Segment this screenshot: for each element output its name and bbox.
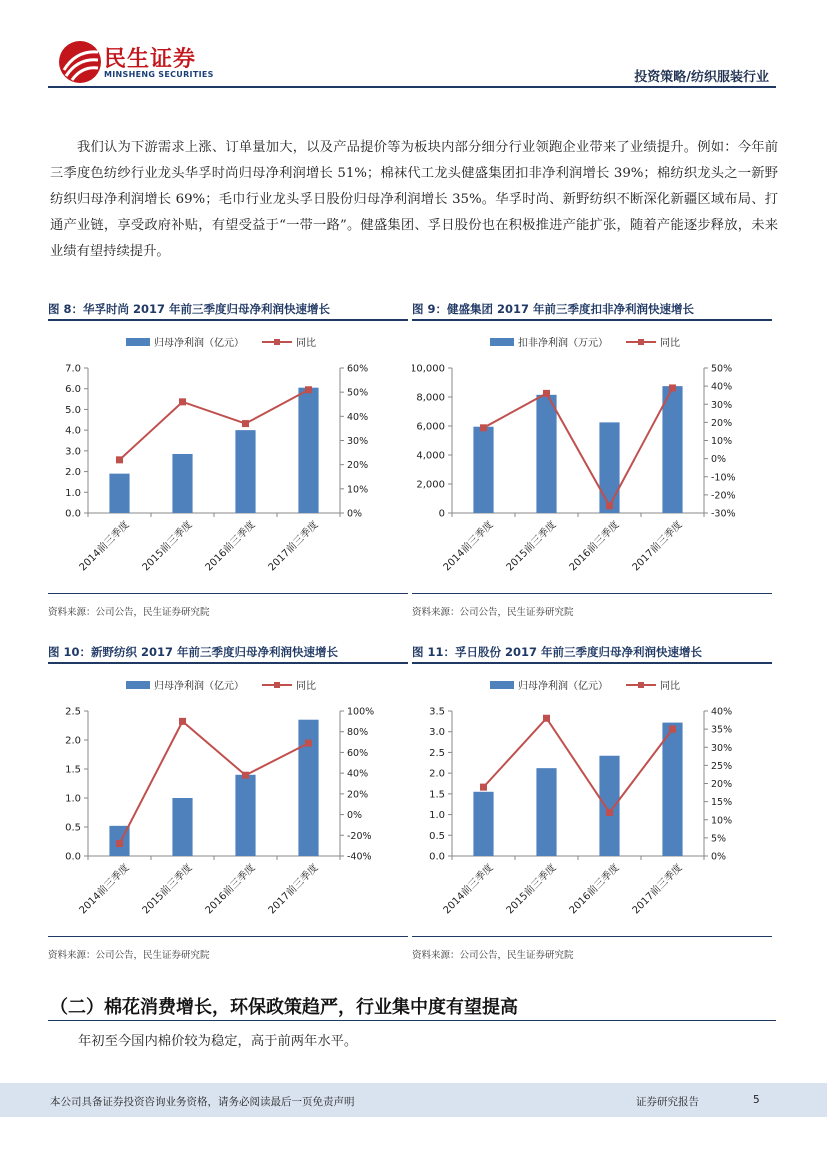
company-logo [58,40,218,86]
right-tick-label: 15% [711,797,733,809]
left-tick-label: 6.0 [65,384,81,396]
growth-point [116,840,123,847]
bar [172,454,192,513]
figure-source-rule [48,936,408,937]
chart-10 [48,664,408,932]
left-tick-label: 2.0 [429,768,445,780]
paragraph-text: 我们认为下游需求上涨、订单量加大，以及产品提价等为板块内部分细分行业领跑企业带来了业绩提升。例如：今年前三季度色纺纱行业龙头华孚时尚归母净利润增长 51%；棉袜代工龙头健盛集团扣非净利润增长 39%；棉纺织龙头之一新野纺织归母净利润增长 69%；毛巾行业龙头孚日股份归母净利润增长 35%。华孚时尚、新野纺织不断深化新疆区域布局、打通产业链，享受政府补贴，有望受益于“一带一路”。健盛集团、孚日股份也在积极推进产能扩张，随着产能逐步释放，未来业绩有望持续提升。 [50,140,778,259]
figure-source-rule [48,593,408,594]
right-tick-label: 30% [711,742,733,754]
bar [662,386,682,513]
growth-point [543,390,550,397]
growth-line [484,388,673,506]
right-tick-label: 40% [347,768,369,780]
legend-line-label: 同比 [660,681,680,692]
right-tick-label: -30% [711,508,736,520]
right-tick-label: 30% [711,399,733,411]
figure-title: 图 9：健盛集团 2017 年前三季度扣非净利润快速增长 [412,302,695,316]
bar [599,756,619,856]
right-tick-label: -20% [711,490,736,502]
category-label: 2015前三季度 [140,519,195,574]
left-tick-label: 2,000 [416,479,445,491]
bar [599,422,619,513]
section-heading: （二）棉花消费增长，环保政策趋严，行业集中度有望提高 [50,997,518,1018]
right-tick-label: 0% [711,851,727,863]
figure-title: 图 11：孚日股份 2017 年前三季度归母净利润快速增长 [412,645,703,659]
category-label: 2017前三季度 [266,862,321,917]
header-divider [48,86,776,88]
legend-line-marker [274,682,280,688]
bar [298,388,318,513]
bar [536,395,556,513]
right-tick-label: 40% [347,411,369,423]
figure-title: 图 8：华孚时尚 2017 年前三季度归母净利润快速增长 [48,302,331,316]
growth-point [606,809,613,816]
growth-point [116,456,123,463]
left-tick-label: 1.0 [429,810,445,822]
left-tick-label: 0.5 [429,830,445,842]
growth-point [606,502,613,509]
growth-line [120,390,309,460]
left-tick-label: 7.0 [65,363,81,375]
growth-point [480,424,487,431]
right-tick-label: 10% [711,436,733,447]
right-tick-label: 40% [711,381,733,393]
right-tick-label: 0% [347,508,363,520]
left-tick-label: 0.0 [429,851,445,863]
chart-11 [412,664,772,932]
figure-source: 资料来源：公司公告，民生证券研究院 [48,607,210,618]
category-label: 2016前三季度 [567,862,622,917]
right-tick-label: 50% [711,363,733,375]
left-tick-label: 5.0 [65,404,81,416]
chart-8 [48,321,408,589]
left-tick-label: 2.5 [429,747,445,759]
figure-source-rule [412,936,772,937]
right-tick-label: -10% [711,472,736,484]
footer-disclaimer: 本公司具备证券投资咨询业务资格，请务必阅读最后一页免责声明 [50,1096,355,1108]
left-tick-label: 1.0 [65,793,81,805]
figure-source: 资料来源：公司公告，民生证券研究院 [412,950,574,961]
right-tick-label: 60% [347,363,369,375]
category-label: 2017前三季度 [630,862,685,917]
left-tick-label: 8,000 [416,392,445,404]
legend-bar-label: 归母净利润（亿元） [154,681,244,692]
legend-line-label: 同比 [660,338,680,349]
right-tick-label: 20% [711,417,733,429]
logo-english-name: MINSHENG SECURITIES [104,70,214,79]
right-tick-label: 0% [347,810,363,822]
growth-point [242,420,249,427]
category-label: 2016前三季度 [203,519,258,574]
chart-9 [412,321,772,589]
right-tick-label: 10% [347,484,369,496]
legend-line-marker [638,339,644,345]
bar [235,430,255,513]
right-tick-label: -20% [347,830,372,842]
category-label: 2015前三季度 [140,862,195,917]
legend-bar-label: 扣非净利润（万元） [518,338,608,349]
left-tick-label: 10,000 [412,363,445,375]
category-label: 2017前三季度 [266,519,321,574]
bar [536,768,556,856]
right-tick-label: 60% [347,747,369,759]
right-tick-label: 35% [711,724,733,736]
legend-bar-swatch [490,681,514,689]
bar [235,775,255,856]
section-body-text: 年初至今国内棉价较为稳定，高于前两年水平。 [78,1034,358,1049]
body-paragraph [50,135,778,265]
right-tick-label: 5% [711,833,727,845]
growth-point [179,398,186,405]
left-tick-label: 0.0 [65,508,81,520]
bar [473,427,493,513]
figure-title: 图 10：新野纺织 2017 年前三季度归母净利润快速增长 [48,645,339,659]
legend-bar-swatch [126,338,150,346]
logo-icon [58,40,102,84]
left-tick-label: 4,000 [416,450,445,462]
growth-point [242,772,249,779]
legend-line-marker [638,682,644,688]
category-label: 2014前三季度 [441,519,496,574]
report-section-label: 投资策略/纺织服装行业 [634,70,769,85]
figure-source: 资料来源：公司公告，民生证券研究院 [48,950,210,961]
growth-point [480,784,487,791]
page-number: 5 [753,1094,760,1106]
growth-point [305,740,312,747]
legend-bar-swatch [126,681,150,689]
right-tick-label: 20% [711,779,733,790]
category-label: 2015前三季度 [504,862,559,917]
right-tick-label: 10% [711,815,733,827]
category-label: 2016前三季度 [203,862,258,917]
legend-bar-swatch [490,338,514,346]
left-tick-label: 1.5 [65,764,81,776]
right-tick-label: 40% [711,706,733,718]
growth-point [179,718,186,725]
category-label: 2016前三季度 [567,519,622,574]
left-tick-label: 2.5 [65,706,81,718]
bar [473,792,493,856]
left-tick-label: 3.0 [429,727,445,739]
footer-report-type: 证券研究报告 [636,1096,699,1108]
category-label: 2015前三季度 [504,519,559,574]
left-tick-label: 0 [438,508,445,520]
left-tick-label: 6,000 [416,421,445,433]
figure-10 [48,643,408,961]
right-tick-label: 20% [347,789,369,801]
category-label: 2014前三季度 [441,862,496,917]
right-tick-label: 80% [347,727,369,739]
page-footer [0,1083,827,1117]
legend-line-label: 同比 [296,338,316,349]
right-tick-label: -40% [347,851,372,863]
category-label: 2014前三季度 [77,519,132,574]
bar [172,798,192,856]
figure-source: 资料来源：公司公告，民生证券研究院 [412,607,574,618]
left-tick-label: 3.5 [429,706,445,718]
category-label: 2017前三季度 [630,519,685,574]
left-tick-label: 1.0 [65,487,81,499]
left-tick-label: 0.0 [65,851,81,863]
category-label: 2014前三季度 [77,862,132,917]
growth-point [669,726,676,733]
legend-bar-label: 归母净利润（亿元） [154,338,244,349]
left-tick-label: 4.0 [65,425,81,437]
legend-line-marker [274,339,280,345]
growth-point [669,384,676,391]
figure-source-rule [412,593,772,594]
right-tick-label: 100% [347,706,375,718]
bar [662,723,682,856]
right-tick-label: 25% [711,760,733,772]
figure-9 [412,300,772,618]
right-tick-label: 50% [347,387,369,399]
left-tick-label: 2.0 [65,735,81,747]
growth-line [120,721,309,843]
left-tick-label: 0.5 [65,822,81,834]
left-tick-label: 1.5 [429,789,445,801]
left-tick-label: 2.0 [65,467,81,479]
logo-chinese-name: 民生证券 [104,47,197,72]
right-tick-label: 0% [711,454,727,466]
legend-line-label: 同比 [296,681,316,692]
left-tick-label: 3.0 [65,446,81,458]
growth-point [543,715,550,722]
right-tick-label: 20% [347,460,369,472]
bar [109,474,129,513]
figure-11 [412,643,772,961]
legend-bar-label: 归母净利润（亿元） [518,681,608,692]
right-tick-label: 30% [347,436,369,447]
figure-8 [48,300,408,618]
section-divider [48,1020,776,1021]
growth-point [305,386,312,393]
growth-line [484,718,673,812]
